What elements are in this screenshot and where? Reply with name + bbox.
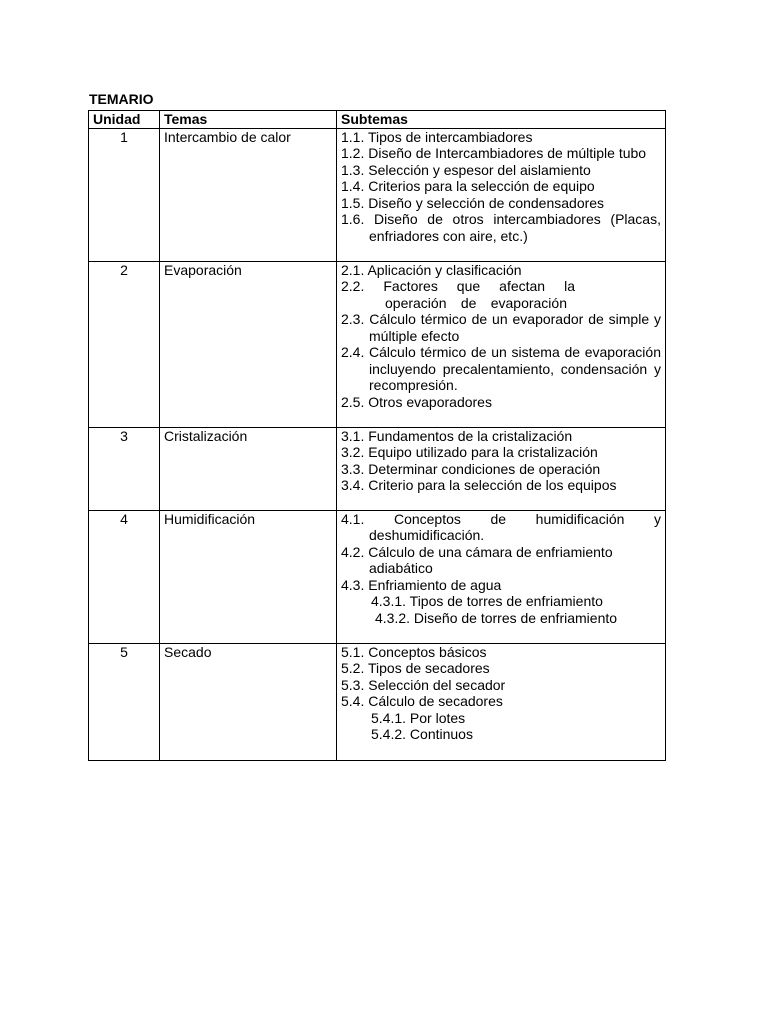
subtopic-line: 1.4. Criterios para la selección de equipo xyxy=(341,178,595,194)
table-row xyxy=(89,510,666,643)
header-unit: Unidad xyxy=(89,111,160,129)
table-row xyxy=(89,643,666,760)
subtopic-line-continued: deshumidificación. xyxy=(369,527,485,543)
subtopic-line: 2.2. Factores que afectan la xyxy=(341,278,575,294)
subtopic-line: 2.3. Cálculo térmico de un evaporador de simple y xyxy=(341,311,661,327)
syllabus-table xyxy=(88,110,666,761)
subtopic-line-continued: enfriadores con aire, etc.) xyxy=(369,227,528,244)
table-row xyxy=(89,128,666,261)
topic-name: Intercambio de calor xyxy=(160,128,337,261)
subtopics-cell xyxy=(337,261,666,427)
subtopic-line-continued: adiabático xyxy=(369,560,433,576)
subtopic-line: 4.3. Enfriamiento de agua xyxy=(341,576,502,593)
subtopics-cell xyxy=(337,427,666,510)
subtopic-nested-line: 4.3.1. Tipos de torres de enfriamiento xyxy=(371,593,603,609)
table-header-row xyxy=(89,111,666,129)
unit-number: 4 xyxy=(89,510,160,643)
header-subtopics: Subtemas xyxy=(337,111,666,129)
subtopics-cell xyxy=(337,510,666,643)
topic-name: Secado xyxy=(160,643,337,760)
unit-number: 5 xyxy=(89,643,160,760)
subtopic-nested-line: 5.4.2. Continuos xyxy=(371,726,473,742)
topic-name: Cristalización xyxy=(160,427,337,510)
subtopic-line-continued: múltiple efecto xyxy=(369,327,460,344)
unit-number: 2 xyxy=(89,261,160,427)
subtopic-line: 5.2. Tipos de secadores xyxy=(341,660,490,676)
subtopic-line-continued: recompresión. xyxy=(369,377,458,393)
subtopic-line-continued: operación de evaporación xyxy=(385,294,567,311)
subtopic-line: 2.4. Cálculo térmico de un sistema de evaporación xyxy=(341,344,661,360)
subtopic-line: 3.2. Equipo utilizado para la cristalización xyxy=(341,444,598,460)
table-row xyxy=(89,427,666,510)
subtopic-line: 5.1. Conceptos básicos xyxy=(341,643,487,660)
subtopic-line: 2.1. Aplicación y clasificación xyxy=(341,261,522,278)
subtopic-line-continued: incluyendo precalentamiento, condensación y xyxy=(369,360,661,377)
subtopic-nested-line: 4.3.2. Diseño de torres de enfriamiento xyxy=(375,609,618,626)
subtopic-line: 1.1. Tipos de intercambiadores xyxy=(341,128,533,145)
subtopic-line: 1.3. Selección y espesor del aislamiento xyxy=(341,161,591,178)
subtopic-line: 4.1. Conceptos de humidificación y xyxy=(341,510,661,527)
subtopics-cell xyxy=(337,128,666,261)
subtopic-line: 1.2. Diseño de Intercambiadores de múltiple tubo xyxy=(341,145,647,161)
subtopic-line: 4.2. Cálculo de una cámara de enfriamiento xyxy=(341,543,613,560)
document-title: TEMARIO xyxy=(89,91,154,107)
subtopic-line: 3.1. Fundamentos de la cristalización xyxy=(341,427,573,444)
subtopic-line: 5.3. Selección del secador xyxy=(341,676,506,693)
unit-number: 3 xyxy=(89,427,160,510)
subtopics-cell xyxy=(337,643,666,760)
subtopic-line: 3.3. Determinar condiciones de operación xyxy=(341,460,601,477)
table-row xyxy=(89,261,666,427)
header-topic: Temas xyxy=(160,111,337,129)
topic-name: Humidificación xyxy=(160,510,337,643)
topic-name: Evaporación xyxy=(160,261,337,427)
subtopic-line: 5.4. Cálculo de secadores xyxy=(341,693,503,709)
unit-number: 1 xyxy=(89,128,160,261)
subtopic-line: 3.4. Criterio para la selección de los equipos xyxy=(341,477,617,493)
subtopic-line: 1.5. Diseño y selección de condensadores xyxy=(341,194,605,211)
subtopic-line: 1.6. Diseño de otros intercambiadores (Placas, xyxy=(341,211,661,227)
subtopic-nested-line: 5.4.1. Por lotes xyxy=(371,709,466,726)
subtopic-line: 2.5. Otros evaporadores xyxy=(341,393,492,410)
